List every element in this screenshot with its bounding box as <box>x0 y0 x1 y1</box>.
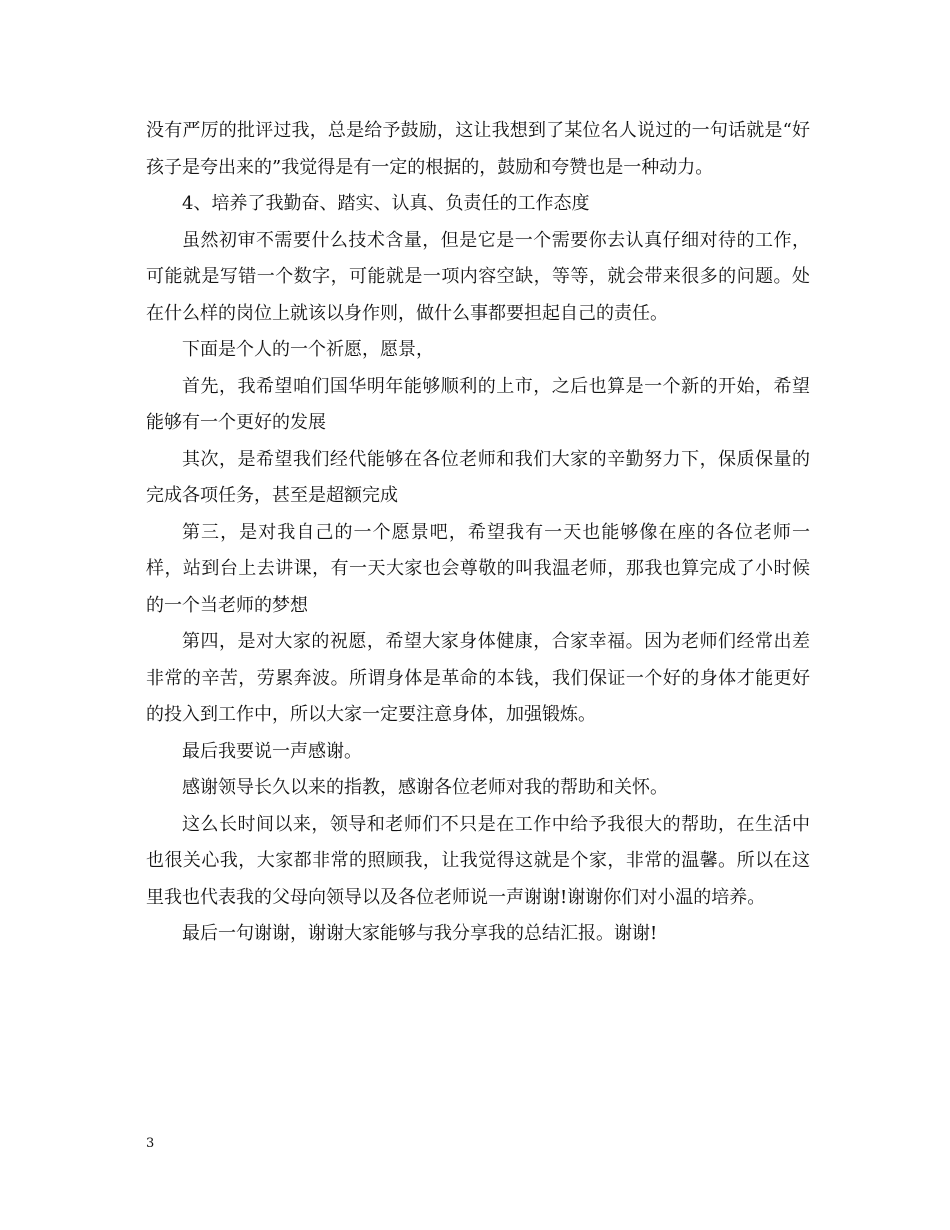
paragraph: 虽然初审不需要什么技术含量，但是它是一个需要你去认真仔细对待的工作，可能就是写错一个数字，可能就是一项内容空缺，等等，就会带来很多的问题。处在什么样的岗位上就该以身作则，做什么事都要担起自己的责任。 <box>146 229 810 324</box>
paragraph: 没有严厉的批评过我，总是给予鼓励，这让我想到了某位名人说过的一句话就是“好孩子是夸出来的”我觉得是有一定的根据的，鼓励和夸赞也是一种动力。 <box>146 120 810 178</box>
page-number: 3 <box>146 1136 155 1151</box>
paragraph: 第三，是对我自己的一个愿景吧，希望我有一天也能够像在座的各位老师一样，站到台上去讲课，有一天大家也会尊敬的叫我温老师，那我也算完成了小时候的一个当老师的梦想 <box>146 521 810 616</box>
paragraph: 第四，是对大家的祝愿，希望大家身体健康，合家幸福。因为老师们经常出差非常的辛苦，劳累奔波。所谓身体是革命的本钱，我们保证一个好的身体才能更好的投入到工作中，所以大家一定要注意身体，加强锻炼。 <box>146 631 810 725</box>
paragraph: 首先，我希望咱们国华明年能够顺利的上市，之后也算是一个新的开始，希望能够有一个更好的发展 <box>146 375 810 433</box>
paragraph: 最后我要说一声感谢。 <box>182 740 362 762</box>
paragraph: 其次，是希望我们经代能够在各位老师和我们大家的辛勤努力下，保质保量的完成各项任务，甚至是超额完成 <box>146 448 810 506</box>
body-text <box>146 113 810 953</box>
paragraph: 感谢领导长久以来的指教，感谢各位老师对我的帮助和关怀。 <box>182 777 668 798</box>
paragraph: 最后一句谢谢，谢谢大家能够与我分享我的总结汇报。谢谢! <box>182 923 658 944</box>
paragraph: 这么长时间以来，领导和老师们不只是在工作中给予我很大的帮助，在生活中也很关心我，大家都非常的照顾我，让我觉得这就是个家，非常的温馨。所以在这里我也代表我的父母向领导以及各位老师说一声谢谢!谢谢你们对小温的培养。 <box>146 813 810 908</box>
paragraph: 4、培养了我勤奋、踏实、认真、负责任的工作态度 <box>182 193 590 214</box>
paragraph: 下面是个人的一个祈愿，愿景， <box>182 339 434 360</box>
